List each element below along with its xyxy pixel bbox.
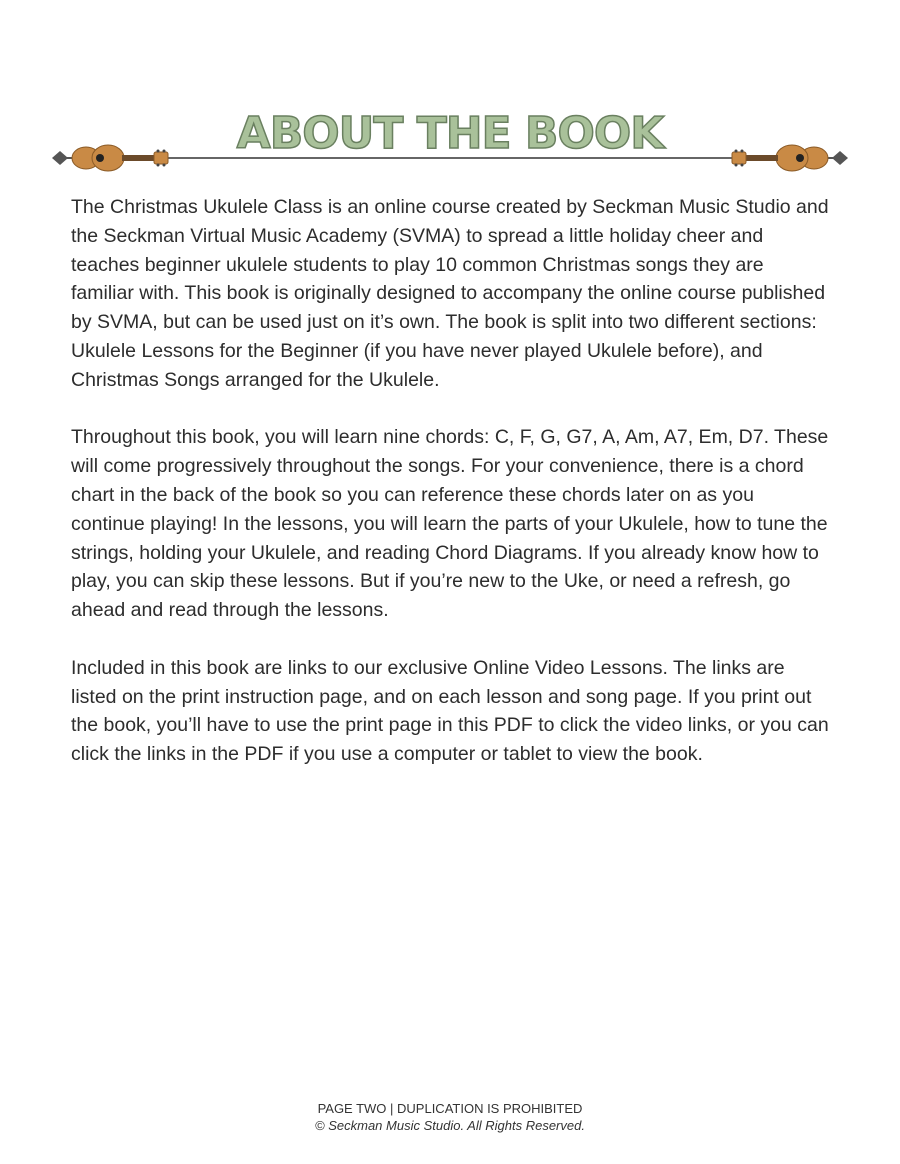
page-header (50, 100, 850, 180)
footer-page-label: PAGE TWO | DUPLICATION IS PROHIBITED (317, 1101, 583, 1116)
body-text (71, 193, 831, 798)
paragraph-chords: Throughout this book, you will learn nine chords: C, F, G, G7, A, Am, A7, Em, D7. These will come progressively throughout the songs. For your convenience, there is a chord chart in the back of the book so you can reference these chords later on as you continue playing! In the lessons, you will learn the parts of your Ukulele, how to tune the strings, holding your Ukulele, and reading Chord Diagrams. If you already know how to play, you can skip these lessons. But if you’re new to the Uke, or need a refresh, go ahead and read through the lessons. (71, 426, 829, 622)
page-title: ABOUT THE BOOK (236, 108, 664, 159)
paragraph-course-intro: The Christmas Ukulele Class is an online course created by Seckman Music Studio and the Seckman Virtual Music Academy (SVMA) to spread a little holiday cheer and teaches beginner ukulele students to play 10 common Christmas songs they are familiar with. This book is originally designed to accompany the online course published by SVMA, but can be used just on it’s own. The book is split into two different sections: Ukulele Lessons for the Beginner (if you have never played Ukulele before), and Christmas Songs arranged for the Ukulele. (71, 196, 829, 391)
footer-copyright: © Seckman Music Studio. All Rights Reserved. (315, 1118, 585, 1133)
page-footer (0, 1100, 900, 1134)
paragraph-video-links: Included in this book are links to our exclusive Online Video Lessons. The links are listed on the print instruction page, and on each lesson and song page. If you print out the book, you’ll have to use the print page in this PDF to click the video links, or you can click the links in the PDF if you use a computer or tablet to view the book. (71, 656, 829, 766)
